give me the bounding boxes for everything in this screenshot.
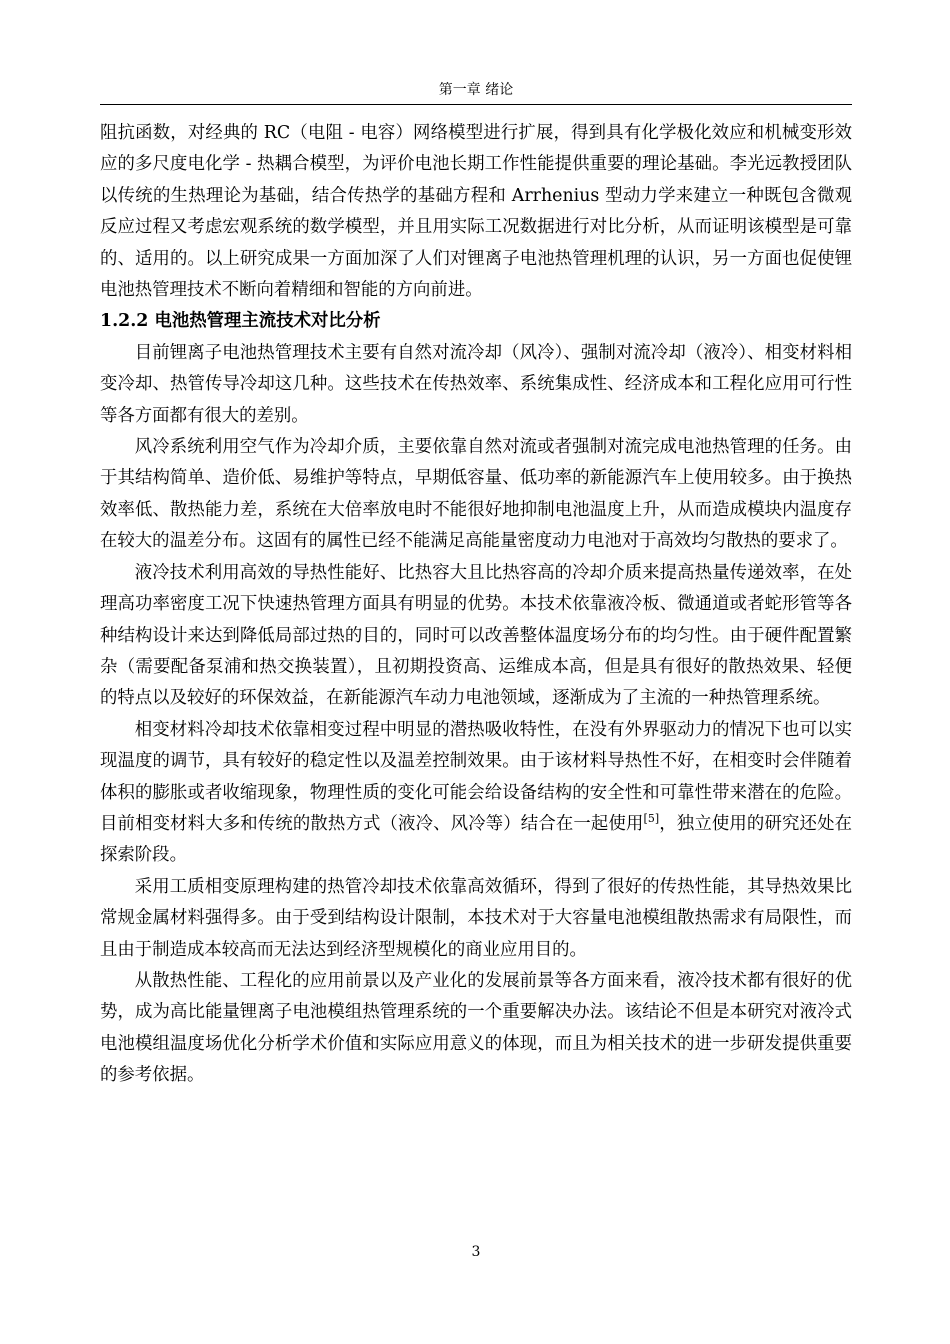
pcm-text: 相变材料冷却技术依靠相变过程中明显的潜热吸收特性，在没有外界驱动力的情况下也可以实现温度的调节，具有较好的稳定性以及温差控制效果。由于该材料导热性不好，在相变时会伴随着体积的膨胀或者收缩现象，物理性质的变化可能会给设备结构的安全性和可靠性带来潜在的危险。目前相变材料大多和传统的散热方式（液冷、风冷等）结合在一起使用 xyxy=(100,719,852,834)
page-number: 3 xyxy=(471,1244,481,1260)
paragraph-conclusion: 从散热性能、工程化的应用前景以及产业化的发展前景等各方面来看，液冷技术都有很好的优势，成为高比能量锂离子电池模组热管理系统的一个重要解决办法。该结论不但是本研究对液冷式电池模组温度场优化分析学术价值和实际应用意义的体现，而且为相关技术的进一步研发提供重要的参考依据。 xyxy=(100,970,852,1086)
paragraph-continued: 阻抗函数，对经典的 RC（电阻 - 电容）网络模型进行扩展，得到具有化学极化效应和机械变形效应的多尺度电化学 - 热耦合模型，为评价电池长期工作性能提供重要的理论基础。李光远教授团队以传统的生热理论为基础，结合传热学的基础方程和 Arrhenius 型动力学来建立一种既包含微观反应过程又考虑宏观系统的数学模型，并且用实际工况数据进行对比分析，从而证明该模型是可靠的、适用的。以上研究成果一方面加深了人们对锂离子电池热管理机理的认识，另一方面也促使锂电池热管理技术不断向着精细和智能的方向前进。 xyxy=(100,123,852,301)
pcm-text-tail: ，独立使用的研究还处在探索阶段。 xyxy=(100,813,852,866)
section-heading: 1.2.2 电池热管理主流技术对比分析 xyxy=(100,311,381,332)
header-divider xyxy=(100,104,852,105)
page-body xyxy=(100,118,852,1092)
paragraph-overview: 目前锂离子电池热管理技术主要有自然对流冷却（风冷）、强制对流冷却（液冷）、相变材料相变冷却、热管传导冷却这几种。这些技术在传热效率、系统集成性、经济成本和工程化应用可行性等各方面都有很大的差别。 xyxy=(100,342,852,426)
paragraph-air-cooling: 风冷系统利用空气作为冷却介质，主要依靠自然对流或者强制对流完成电池热管理的任务。由于其结构简单、造价低、易维护等特点，早期低容量、低功率的新能源汽车上使用较多。由于换热效率低、散热能力差，系统在大倍率放电时不能很好地抑制电池温度上升，从而造成模块内温度存在较大的温差分布。这固有的属性已经不能满足高能量密度动力电池对于高效均匀散热的要求了。 xyxy=(100,437,852,552)
citation-ref[interactable]: [5] xyxy=(643,812,660,826)
running-header: 第一章 绪论 xyxy=(438,82,514,98)
paragraph-phase-change-cooling xyxy=(100,715,852,872)
paragraph-liquid-cooling: 液冷技术利用高效的导热性能好、比热容大且比热容高的冷却介质来提高热量传递效率，在处理高功率密度工况下快速热管理方面具有明显的优势。本技术依靠液冷板、微通道或者蛇形管等各种结构设计来达到降低局部过热的目的，同时可以改善整体温度场分布的均匀性。由于硬件配置繁杂（需要配备泵浦和热交换装置），且初期投资高、运维成本高，但是具有很好的散热效果、轻便的特点以及较好的环保效益，在新能源汽车动力电池领域，逐渐成为了主流的一种热管理系统。 xyxy=(100,562,852,709)
paragraph-heat-pipe: 采用工质相变原理构建的热管冷却技术依靠高效循环，得到了很好的传热性能，其导热效果比常规金属材料强得多。由于受到结构设计限制，本技术对于大容量电池模组散热需求有局限性，而且由于制造成本较高而无法达到经济型规模化的商业应用目的。 xyxy=(100,876,852,960)
